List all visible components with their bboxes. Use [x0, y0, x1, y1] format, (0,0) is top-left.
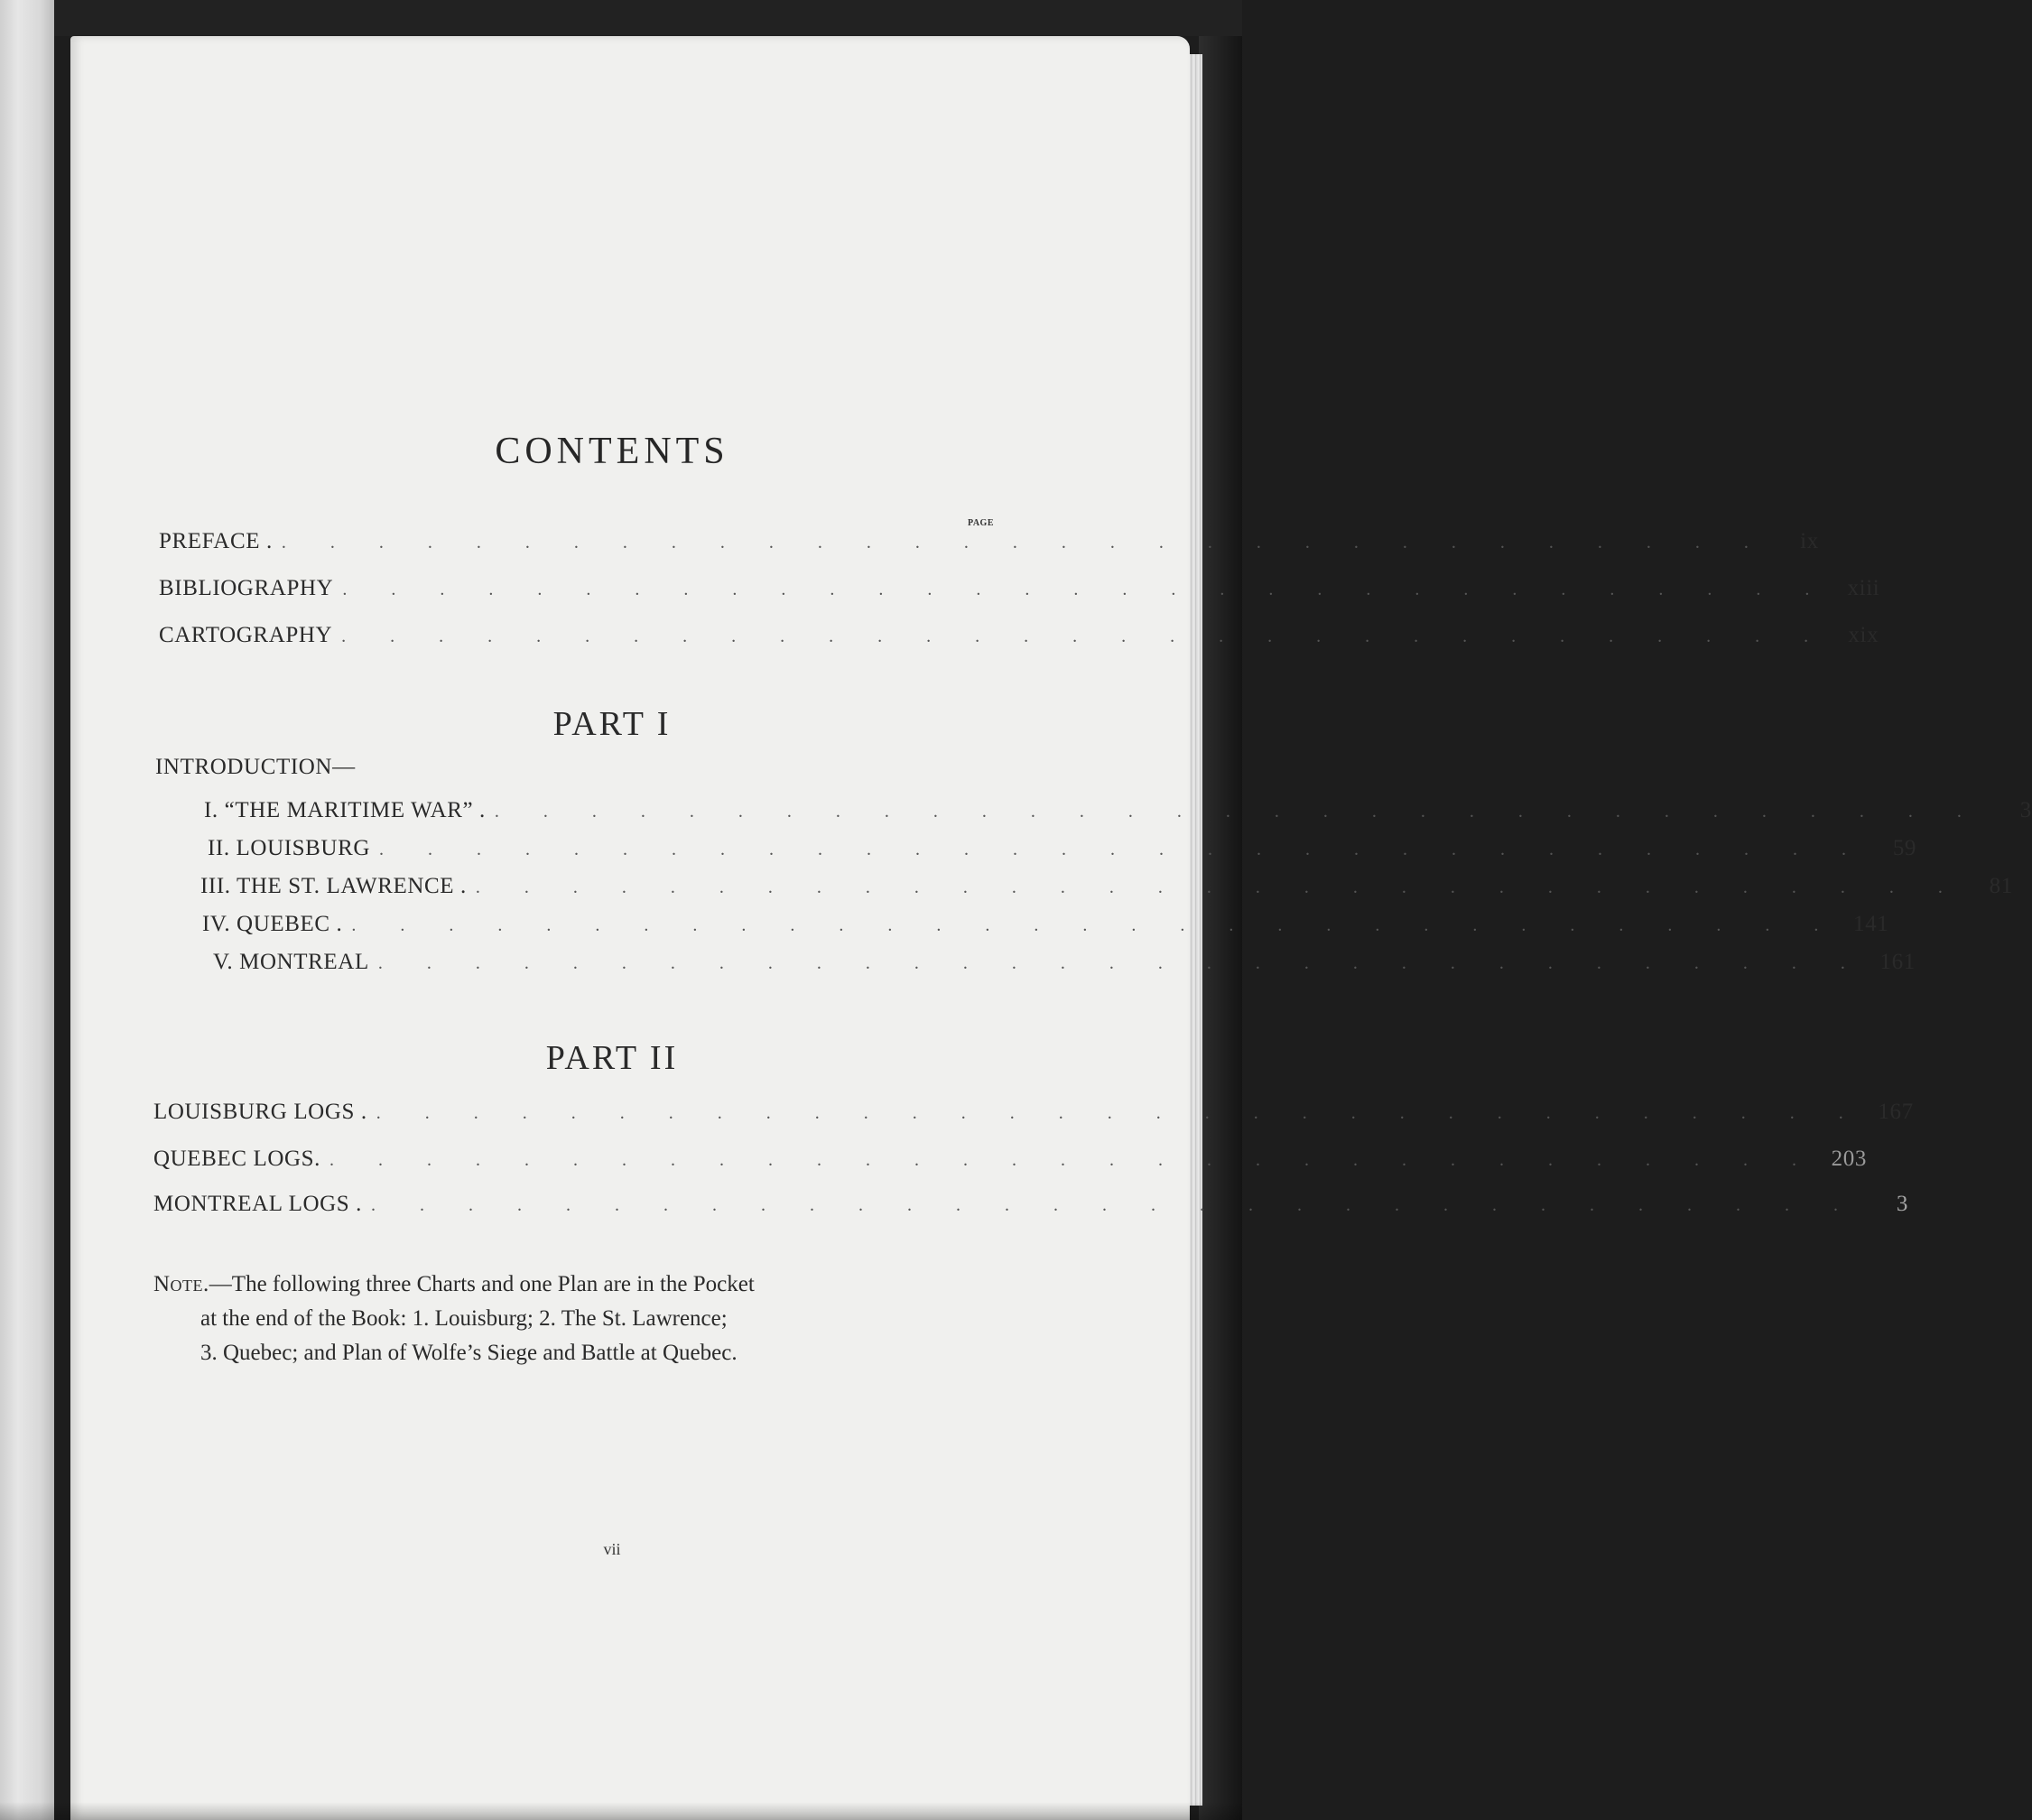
toc-entry-chapter-3 — [200, 874, 2013, 905]
facing-page-edge — [0, 0, 54, 1820]
contents-title-text: CONTENTS — [495, 431, 729, 472]
toc-entry-label: III. THE ST. LAWRENCE . — [200, 874, 467, 898]
note-line-2: at the end of the Book: 1. Louisburg; 2. The St. Lawrence; — [200, 1306, 728, 1331]
part-two-heading: PART II — [545, 1039, 679, 1077]
toc-entry-page: 3 — [2019, 798, 2032, 822]
note-line-3: 3. Quebec; and Plan of Wolfe’s Siege and Battle at Quebec. — [200, 1341, 738, 1365]
toc-entry-page: 3 — [1896, 1192, 1908, 1216]
leader-dots: . . . . . . . . . . . . . . . . . . . . . . . . . . . . . . . — [379, 840, 1867, 859]
leader-dots: . . . . . . . . . . . . . . . . . . . . . . . . . . . . . . . — [329, 1150, 1816, 1170]
toc-entry-page: 203 — [1831, 1147, 1867, 1171]
toc-entry-page: xix — [1848, 623, 1879, 647]
page-column-heading: PAGE — [967, 518, 994, 528]
toc-entry-chapter-2 — [208, 836, 1917, 867]
toc-entry-page: 167 — [1878, 1100, 1914, 1124]
note-label: Note. — [153, 1272, 209, 1296]
leader-dots: . . . . . . . . . . . . . . . . . . . . . . . . . . . . . . . — [281, 533, 1768, 552]
toc-entry-label: CARTOGRAPHY — [159, 623, 333, 647]
toc-entry-page: 141 — [1853, 912, 1889, 936]
toc-entry-page: ix — [1800, 529, 1819, 553]
toc-entry-label: V. MONTREAL — [213, 950, 369, 974]
toc-entry-chapter-5 — [213, 950, 1916, 980]
leader-dots: . . . . . . . . . . . . . . . . . . . . . . . . . . . . . . . — [342, 580, 1830, 599]
note-line-1 — [153, 1268, 921, 1302]
toc-entry-chapter-4 — [202, 912, 1889, 942]
toc-entry-label: QUEBEC LOGS. — [153, 1147, 320, 1171]
scan-background-top — [0, 0, 1242, 36]
toc-entry-page: 59 — [1892, 836, 1917, 860]
toc-entry-page: 81 — [1989, 874, 2013, 898]
toc-entry-cartography — [159, 623, 1879, 654]
page-number: vii — [603, 1540, 621, 1558]
introduction-label: INTRODUCTION— — [155, 755, 356, 779]
note-text-1: —The following three Charts and one Plan are in the Pocket — [209, 1272, 755, 1296]
part-one-heading: PART I — [552, 705, 672, 743]
toc-entry-chapter-1 — [204, 798, 2032, 829]
toc-entry-label: II. LOUISBURG — [208, 836, 371, 860]
leader-dots: . . . . . . . . . . . . . . . . . . . . . . . . . . . . . . . — [341, 627, 1829, 646]
leader-dots: . . . . . . . . . . . . . . . . . . . . . . . . . . . . . . . — [371, 1195, 1858, 1215]
toc-entry-preface — [159, 529, 1819, 560]
leader-dots: . . . . . . . . . . . . . . . . . . . . . . . . . . . . . . . — [376, 1103, 1863, 1123]
toc-entry-montreal-logs — [153, 1192, 1908, 1222]
toc-entry-label: PREFACE . — [159, 529, 273, 553]
contents-title — [70, 430, 1154, 473]
toc-entry-label: MONTREAL LOGS . — [153, 1192, 362, 1216]
toc-entry-label: LOUISBURG LOGS . — [153, 1100, 367, 1124]
leader-dots: . . . . . . . . . . . . . . . . . . . . . . . . . . . . . . . — [351, 915, 1839, 935]
leader-dots: . . . . . . . . . . . . . . . . . . . . . . . . . . . . . . . — [377, 953, 1865, 973]
toc-entry-bibliography — [159, 576, 1880, 607]
book-page — [70, 36, 2032, 1820]
toc-entry-page: 161 — [1879, 950, 1916, 974]
toc-entry-louisburg-logs — [153, 1100, 1914, 1130]
toc-entry-label: IV. QUEBEC . — [202, 912, 343, 936]
leader-dots: . . . . . . . . . . . . . . . . . . . . . . . . . . . . . . . — [475, 878, 1962, 897]
toc-entry-quebec-logs — [153, 1147, 1867, 1177]
toc-entry-page: xiii — [1847, 576, 1880, 600]
scan-bottom-shadow — [0, 1802, 1242, 1820]
toc-entry-label: I. “THE MARITIME WAR” . — [204, 798, 486, 822]
note-paragraph — [153, 1268, 921, 1370]
leader-dots: . . . . . . . . . . . . . . . . . . . . . . . . . . . . . . . — [494, 802, 1981, 822]
toc-entry-label: BIBLIOGRAPHY — [159, 576, 334, 600]
